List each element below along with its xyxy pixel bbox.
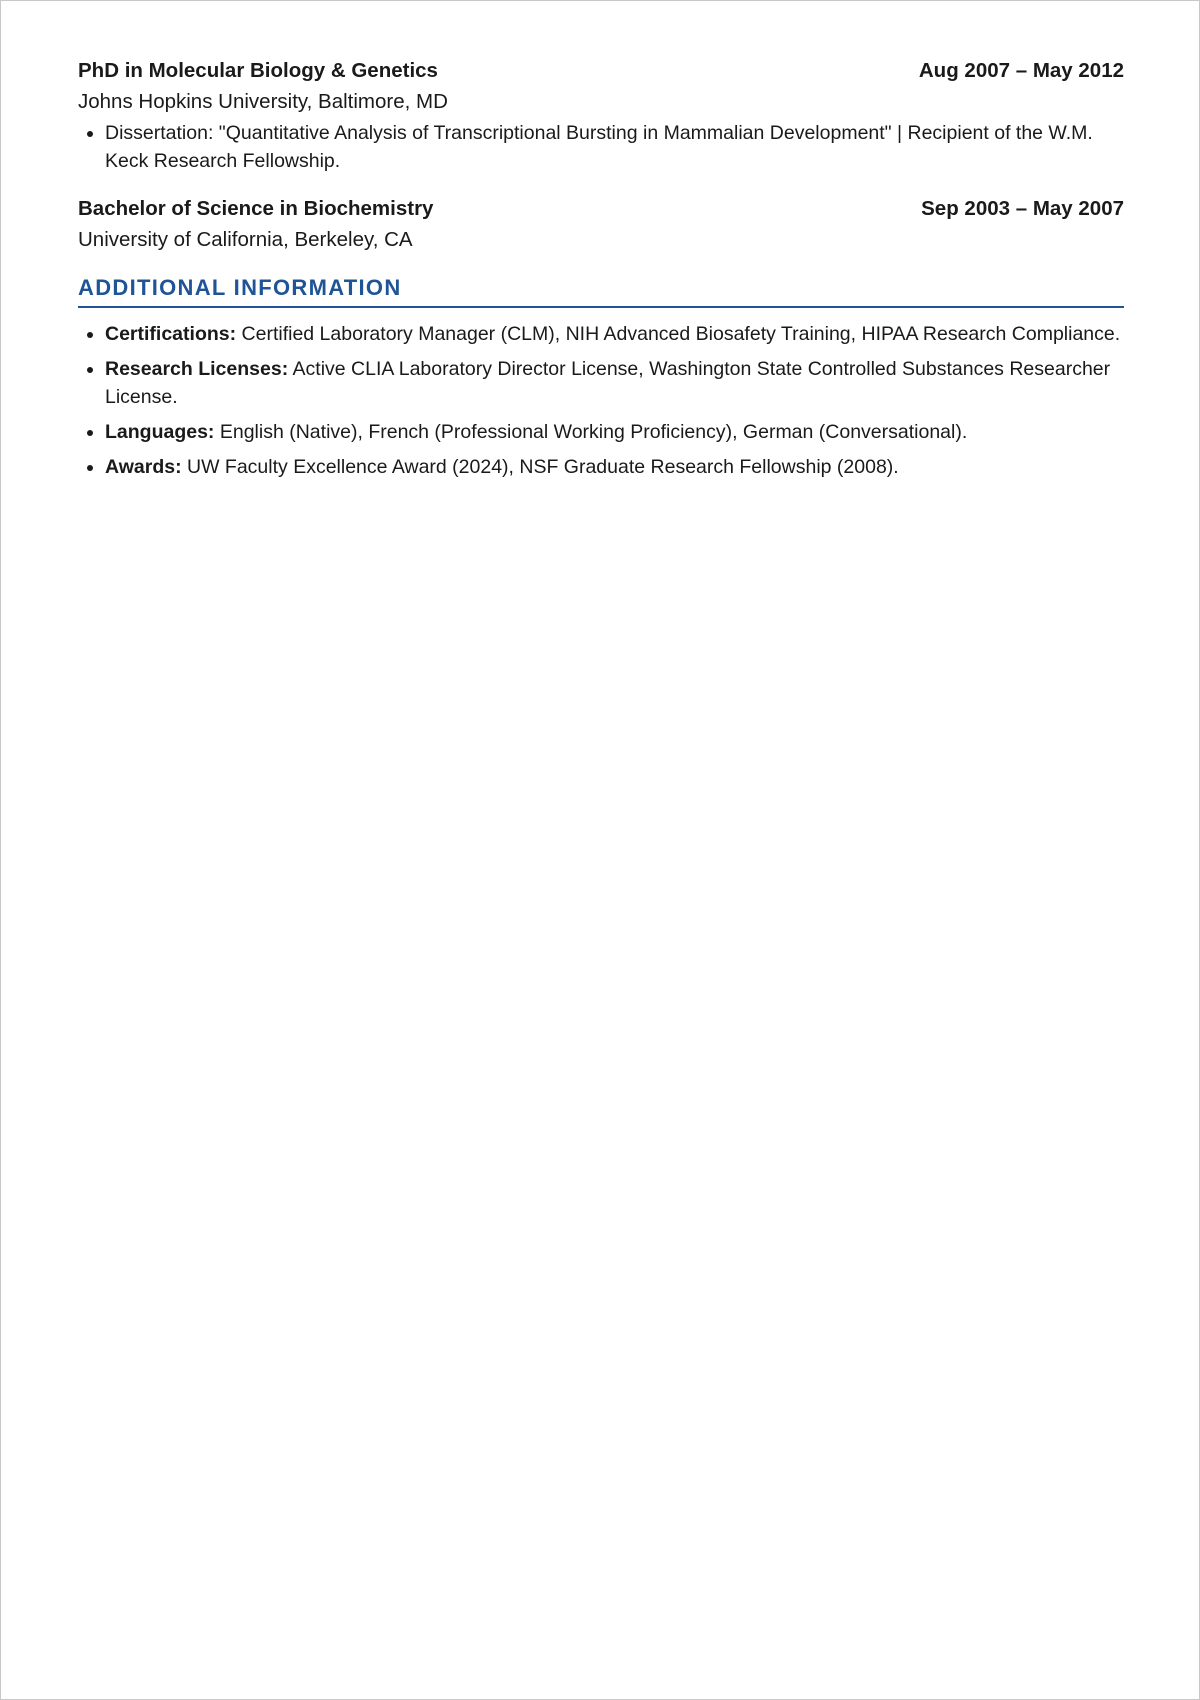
education-entry-bs — [78, 197, 1124, 253]
list-item-certifications — [105, 320, 1124, 348]
education-entry-header — [78, 59, 1124, 89]
resume-content — [78, 59, 1124, 488]
item-label: Languages: — [105, 421, 215, 443]
degree-title: PhD in Molecular Biology & Genetics — [78, 59, 438, 82]
additional-information-list — [78, 320, 1124, 481]
item-text: Active CLIA Laboratory Director License, Washington State Controlled Substances Researcher License. — [105, 358, 1111, 408]
list-item-languages — [105, 418, 1124, 446]
education-details-list — [78, 119, 1124, 175]
item-label: Awards: — [105, 456, 182, 478]
list-item-research-licenses — [105, 355, 1124, 411]
item-text: UW Faculty Excellence Award (2024), NSF Graduate Research Fellowship (2008). — [187, 456, 899, 478]
item-text: Certified Laboratory Manager (CLM), NIH Advanced Biosafety Training, HIPAA Research Compliance. — [241, 323, 1121, 345]
item-label: Research Licenses: — [105, 358, 289, 380]
degree-title: Bachelor of Science in Biochemistry — [78, 197, 434, 220]
item-label: Certifications: — [105, 323, 237, 345]
education-entry-phd — [78, 59, 1124, 175]
date-range: Aug 2007 – May 2012 — [918, 59, 1124, 82]
item-text: English (Native), French (Professional Working Proficiency), German (Conversational). — [219, 421, 968, 443]
list-item-awards — [105, 453, 1124, 481]
institution-name: Johns Hopkins University, Baltimore, MD — [78, 90, 448, 113]
additional-information-section — [78, 320, 1124, 481]
date-range: Sep 2003 – May 2007 — [921, 197, 1124, 220]
institution-name: University of California, Berkeley, CA — [78, 228, 413, 251]
list-item: • Dissertation: "Quantitative Analysis of Transcriptional Bursting in Mammalian Development" | Recipient of the W.M. Keck Research Fellowship. — [105, 119, 1124, 175]
section-heading-additional-information: ADDITIONAL INFORMATION — [78, 275, 1124, 308]
education-entry-header — [78, 197, 1124, 227]
